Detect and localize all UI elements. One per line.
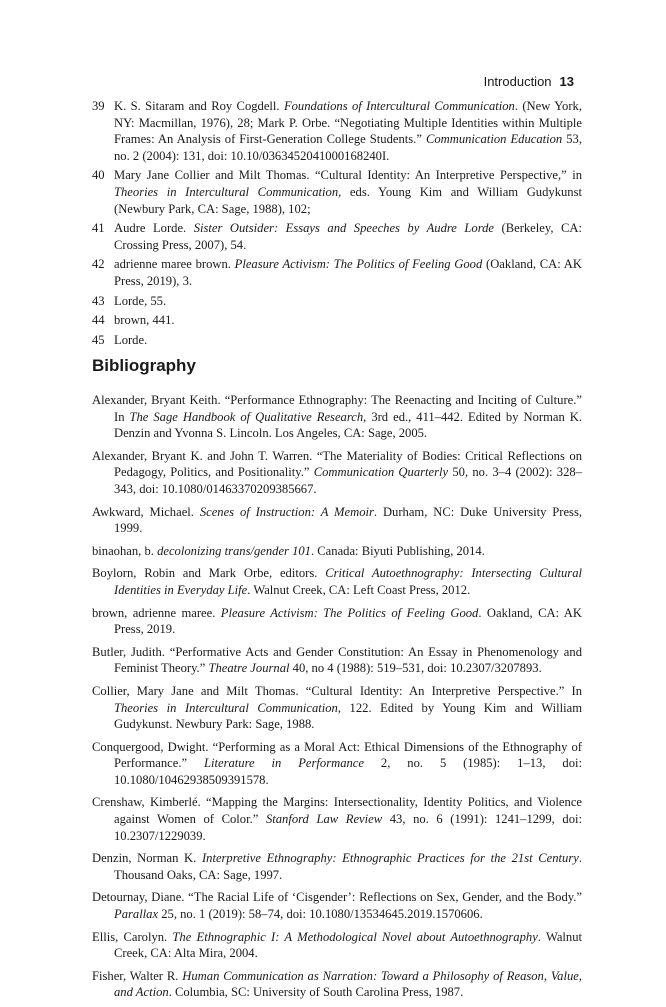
endnote-text bbox=[114, 313, 175, 327]
page-number: 13 bbox=[559, 74, 574, 89]
text-run: 53, no. 2 (2004): 131, doi: 10.10/0363452041000168240I. bbox=[114, 132, 582, 163]
text-run: brown, 441. bbox=[114, 313, 175, 328]
endnotes-list bbox=[92, 98, 582, 351]
bibliography-entry bbox=[92, 889, 582, 922]
text-run: . Walnut Creek, CA: Alta Mira, 2004. bbox=[114, 929, 583, 961]
text-run: Audre Lorde. bbox=[114, 221, 194, 236]
italic-title: Communication Quarterly bbox=[313, 465, 449, 480]
italic-title: Theories in Intercultural Communication bbox=[114, 700, 338, 715]
endnote-number: 40 bbox=[92, 168, 105, 183]
bibliography-entry bbox=[92, 794, 582, 844]
text-run: Mary Jane Collier and Milt Thomas. “Cultural Identity: An Interpretive Perspective,” in bbox=[114, 168, 582, 183]
italic-title: Scenes of Instruction: A Memoir bbox=[199, 504, 374, 519]
text-run: binaohan, b. bbox=[92, 543, 158, 558]
text-run: (Oakland, CA: AK Press, 2019), 3. bbox=[114, 257, 582, 288]
bibliography-entry bbox=[92, 605, 582, 638]
italic-title: Foundations of Intercultural Communication bbox=[283, 99, 515, 113]
bibliography-entry bbox=[92, 644, 582, 677]
bibliography-entry bbox=[92, 929, 582, 962]
text-run: . (New York, NY: Macmillan, 1976), 28; Mark P. Orbe. “Negotiating Multiple Identities within Multiple Frames: An Analysis of First-Generation College Students.” bbox=[114, 99, 582, 147]
italic-title: Communication Education bbox=[425, 132, 563, 147]
endnote-text bbox=[114, 221, 582, 252]
italic-title: Literature in Performance bbox=[204, 756, 364, 771]
endnote-number: 45 bbox=[92, 332, 105, 347]
text-run: Lorde. bbox=[114, 332, 148, 347]
text-run: Lorde, 55. bbox=[114, 293, 167, 308]
italic-title: Stanford Law Review bbox=[265, 812, 383, 827]
text-run: . Oakland, CA: AK Press, 2019. bbox=[114, 605, 582, 637]
text-run: Denzin, Norman K. bbox=[92, 851, 202, 866]
italic-title: The Sage Handbook of Qualitative Research bbox=[129, 409, 364, 424]
text-run: Alexander, Bryant K. and John T. Warren. “The Materiality of Bodies: Critical Reflections on Pedagogy, Politics, and Positionality.” bbox=[92, 448, 582, 480]
running-header bbox=[484, 74, 574, 89]
bibliography-entry bbox=[92, 448, 582, 498]
text-run: Awkward, Michael. bbox=[92, 504, 200, 519]
italic-title: The Ethnographic I: A Methodological Novel about Autoethnography bbox=[172, 929, 538, 944]
text-run: . Columbia, SC: University of South Carolina Press, 1987. bbox=[168, 985, 464, 1000]
text-run: 43, no. 6 (1991): 1241–1299, doi: 10.2307/1229039. bbox=[114, 812, 582, 843]
text-run: . Durham, NC: Duke University Press, 1999. bbox=[114, 504, 582, 536]
italic-title: Sister Outsider: Essays and Speeches by Audre Lorde bbox=[193, 221, 495, 236]
italic-title: Theories in Intercultural Communication bbox=[114, 184, 339, 199]
text-run: Boylorn, Robin and Mark Orbe, editors. bbox=[92, 566, 326, 581]
bibliography-entry bbox=[92, 392, 582, 442]
italic-title: decolonizing trans/gender 101 bbox=[157, 543, 311, 558]
text-run: , 3rd ed., 411–442. Edited by Norman K. Denzin and Yvonna S. Lincoln. Los Angeles, CA: Sage, 2005. bbox=[114, 409, 582, 441]
text-run: Alexander, Bryant Keith. “Performance Ethnography: The Reenacting and Inciting of Culture.” In bbox=[92, 393, 582, 424]
text-run: brown, adrienne maree. bbox=[92, 605, 221, 620]
text-run: Collier, Mary Jane and Milt Thomas. “Cultural Identity: An Interpretive Perspective.” In bbox=[92, 683, 582, 698]
bibliography-list bbox=[92, 392, 582, 1007]
text-run: 40, no 4 (1988): 519–531, doi: 10.2307/3207893. bbox=[289, 661, 542, 676]
endnote-number: 41 bbox=[92, 221, 105, 236]
text-run: 25, no. 1 (2019): 58–74, doi: 10.1080/13534645.2019.1570606. bbox=[158, 907, 483, 922]
endnote-text bbox=[114, 333, 147, 347]
italic-title: Interpretive Ethnography: Ethnographic Practices for the 21st Century bbox=[201, 851, 579, 866]
endnote bbox=[92, 167, 582, 217]
text-run: Butler, Judith. “Performative Acts and Gender Constitution: An Essay in Phenomenology and Feminist Theory.” bbox=[92, 644, 582, 676]
bibliography-heading: Bibliography bbox=[92, 356, 196, 375]
bibliography-entry bbox=[92, 565, 582, 598]
italic-title: Pleasure Activism: The Politics of Feeling Good bbox=[220, 605, 479, 620]
endnote bbox=[92, 220, 582, 253]
bibliography-entry bbox=[92, 739, 582, 789]
endnote bbox=[92, 256, 582, 289]
text-run: Detournay, Diane. “The Racial Life of ‘Cisgender’: Reflections on Sex, Gender, and the Body.” bbox=[92, 890, 582, 905]
endnote bbox=[92, 332, 582, 349]
text-run: adrienne maree brown. bbox=[114, 257, 235, 272]
endnote-text bbox=[114, 294, 166, 308]
bibliography-entry bbox=[92, 968, 582, 1001]
italic-title: Pleasure Activism: The Politics of Feeling Good bbox=[234, 257, 483, 272]
endnote bbox=[92, 293, 582, 310]
italic-title: Critical Autoethnography: Intersecting Cultural Identities in Everyday Life bbox=[114, 566, 582, 597]
endnote-text bbox=[114, 99, 582, 163]
text-run: Conquergood, Dwight. “Performing as a Moral Act: Ethical Dimensions of the Ethnography of Performance.” bbox=[92, 739, 582, 771]
text-run: K. S. Sitaram and Roy Cogdell. bbox=[114, 99, 284, 113]
text-run: 50, no. 3–4 (2002): 328–343, doi: 10.1080/01463370209385667. bbox=[114, 465, 582, 496]
text-run: Fisher, Walter R. bbox=[92, 968, 183, 983]
endnote bbox=[92, 98, 582, 164]
endnote-text bbox=[114, 257, 582, 288]
text-run: 2, no. 5 (1985): 1–13, doi: 10.1080/10462938509391578. bbox=[114, 756, 582, 787]
text-run: . Canada: Biyuti Publishing, 2014. bbox=[310, 543, 485, 558]
text-run: Crenshaw, Kimberlé. “Mapping the Margins: Intersectionality, Identity Politics, and Violence against Women of Color.” bbox=[92, 795, 582, 827]
text-run: Ellis, Carolyn. bbox=[92, 929, 173, 944]
endnote bbox=[92, 312, 582, 329]
italic-title: Theatre Journal bbox=[208, 661, 290, 676]
text-run: , 122. Edited by Young Kim and William Gudykunst. Newbury Park: Sage, 1988. bbox=[114, 700, 582, 732]
text-run: . Walnut Creek, CA: Left Coast Press, 2012. bbox=[247, 582, 471, 597]
endnote-number: 42 bbox=[92, 257, 105, 272]
bibliography-entry bbox=[92, 683, 582, 733]
bibliography-entry bbox=[92, 850, 582, 883]
italic-title: Human Communication as Narration: Toward a Philosophy of Reason, Value, and Action bbox=[114, 968, 582, 1000]
text-run: . Thousand Oaks, CA: Sage, 1997. bbox=[114, 851, 582, 882]
italic-title: Parallax bbox=[114, 907, 159, 922]
endnote-number: 43 bbox=[92, 293, 105, 308]
running-title: Introduction bbox=[483, 74, 552, 89]
endnote-number: 39 bbox=[92, 99, 105, 113]
endnote-text bbox=[114, 168, 582, 215]
endnote-number: 44 bbox=[92, 313, 105, 328]
bibliography-entry bbox=[92, 543, 582, 560]
text-run: (Berkeley, CA: Crossing Press, 2007), 54. bbox=[114, 221, 582, 252]
text-run: , eds. Young Kim and William Gudykunst (Newbury Park, CA: Sage, 1988), 102; bbox=[114, 184, 582, 216]
bibliography-entry bbox=[92, 504, 582, 537]
